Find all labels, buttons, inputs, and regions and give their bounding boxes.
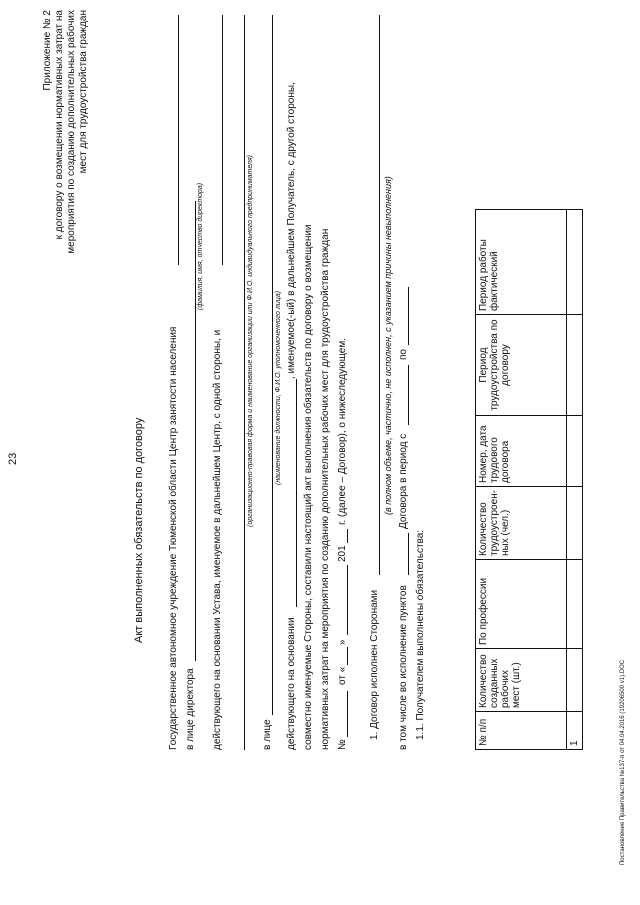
blank-center	[178, 15, 179, 265]
section-1-1: 1.1. Получателем выполнены обязательства:	[415, 529, 426, 740]
blank-period-from	[408, 365, 409, 425]
header-num: № п/п	[476, 712, 567, 750]
blank-clauses	[408, 533, 409, 575]
line-8-tail: г. (далее – Договор), о нижеследующем.	[337, 338, 348, 525]
note-director: (фамилия, имя, отчество директора)	[197, 182, 204, 310]
footer-source: Постановление Правительства №137-п от 04.04.2016 (19206500 v1).DOC	[620, 659, 626, 865]
header-jobs-created: Количество созданных рабочих мест (шт.)	[476, 649, 567, 712]
appendix-line-3: мероприятия по созданию дополнительных рабочих	[66, 10, 77, 254]
section-1: 1. Договор исполнен Сторонами	[369, 589, 380, 740]
table-row	[567, 210, 583, 750]
cell-jobs	[567, 649, 583, 712]
blank-year	[347, 529, 348, 543]
cell-profession	[567, 560, 583, 649]
document-title: Акт выполненных обязательств по договору	[133, 417, 145, 643]
header-employed: Количество трудоустроен-ных (чел.)	[476, 487, 567, 560]
blank-contract-no	[347, 691, 348, 737]
blank-basis	[296, 379, 297, 607]
page-number: 23	[7, 452, 19, 465]
cell-period-actual	[567, 210, 583, 315]
header-contract: Номер, дата трудового договора	[476, 416, 567, 487]
table-header-row	[476, 210, 567, 750]
appendix-line-4: мест для трудоустройства граждан	[78, 10, 89, 174]
blank-day	[347, 647, 348, 665]
line-4: в лице	[262, 719, 273, 750]
note-status: (в полном объеме, частично, не исполнен, с указанием причины невыполнения)	[383, 176, 393, 515]
cell-contract	[567, 416, 583, 487]
appendix-line-2: к договору о возмещении нормативных затрат на	[54, 10, 65, 240]
blank-person	[272, 15, 273, 715]
header-period-contract: Период трудоустройства по договору	[476, 315, 567, 416]
line-8-from: от «	[337, 666, 348, 685]
line-3: действующего на основании Устава, именуемое в дальнейшем Центр, с одной стороны, и	[212, 329, 223, 750]
line-8-no: №	[337, 739, 348, 750]
blank-status	[379, 15, 380, 575]
line-2: в лице директора	[185, 668, 196, 750]
line-8-year: 201	[337, 545, 348, 562]
line-6: совместно именуемые Стороны, составили настоящий акт выполнения обязательств по договору о возмещении	[303, 224, 314, 750]
blank-org-full	[244, 15, 245, 750]
cell-employed	[567, 487, 583, 560]
blank-period-to	[408, 287, 409, 345]
line-7: нормативных затрат на мероприятия по созданию дополнительных рабочих мест для трудоустройства граждан	[320, 228, 331, 750]
note-person: (наименование должности, Ф.И.О. уполномоченного лица)	[275, 290, 282, 485]
obligations-table	[475, 209, 583, 750]
line-clauses-a: в том числе во исполнение пунктов	[398, 585, 409, 750]
blank-director	[195, 201, 196, 661]
cell-num: 1	[567, 712, 583, 750]
line-5a: действующего на основании	[286, 617, 297, 750]
line-8-quote: »	[337, 639, 348, 645]
cell-period-contract	[567, 315, 583, 416]
blank-org	[222, 15, 223, 265]
line-clauses-b: Договора в период с	[398, 433, 409, 529]
line-1: Государственное автономное учреждение Тюменской области Центр занятости населения	[168, 326, 179, 750]
line-clauses-c: по	[398, 349, 409, 360]
note-org: (организационно-правовая форма и наименование организации или Ф.И.О. индивидуального предпринимателя)	[247, 154, 254, 527]
header-period-actual: Период работы фактический	[476, 210, 567, 315]
blank-month	[347, 565, 348, 635]
header-profession: По профессии	[476, 560, 567, 649]
line-5b: , именуемое(-ый) в дальнейшем Получатель, с другой стороны,	[286, 82, 297, 379]
appendix-line-1: Приложение № 2	[42, 10, 53, 91]
